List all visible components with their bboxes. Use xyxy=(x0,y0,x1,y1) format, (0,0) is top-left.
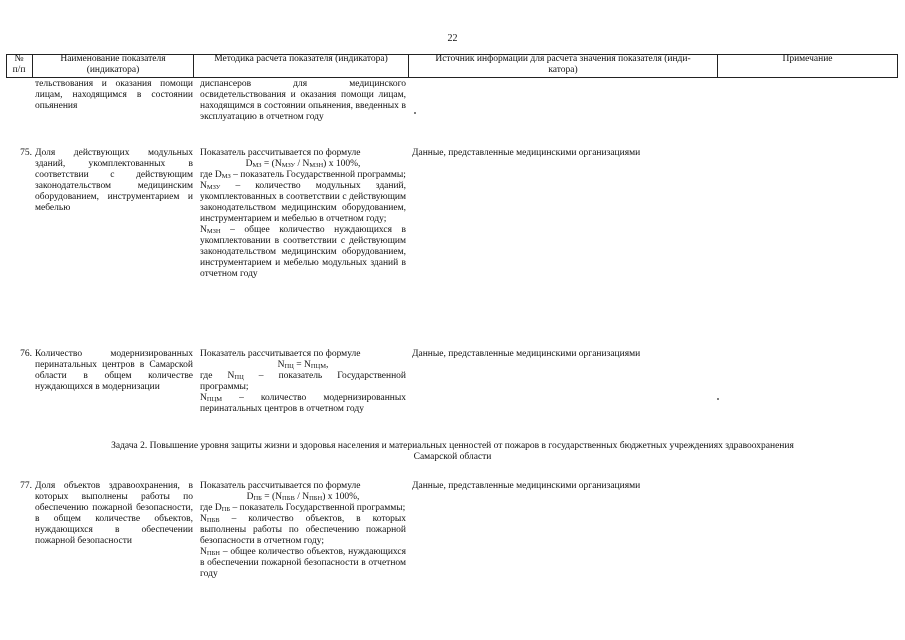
row-75-formula: $D_{МЗ} = (N_{МЗУ} / N_{МЗН})$ x 100%, xyxy=(245,159,361,169)
row-75-def-3: $N_{МЗН}$ – общее количество нуждающихся в укомплектовании в соответствии с действующим законодательством медицинским оборудованием, инструментарием и мебелью модульных зданий в отчетном году xyxy=(200,225,406,279)
continuation-name: тельствования и оказания помощи лицам, находящимся в состоянии опьянения xyxy=(35,79,193,111)
row-76-def-2: $N_{ПЦМ}$ – количество модернизированных перинатальных центров в отчетном году xyxy=(200,393,406,414)
page-number: 22 xyxy=(447,33,458,44)
task-2-heading: Задача 2. Повышение уровня защиты жизни и здоровья населения и материальных ценностей от пожаров в государственных бюджетных учреждениях здравоохранения Самарской области xyxy=(111,441,794,462)
header-bottom-rule xyxy=(6,77,898,78)
row-75-name: Доля действующих модульных зданий, укомплектованных в соответствии с действующим законодательством медицинским оборудованием, инструментарием и мебелью xyxy=(35,148,193,213)
row-75-number: 75. xyxy=(20,148,32,158)
row-76-number: 76. xyxy=(20,349,32,359)
row-77-formula: $D_{ПБ} = (N_{ПБВ} / N_{ПБН})$ x 100%, xyxy=(246,492,360,502)
row-77-source: Данные, представленные медицинскими организациями xyxy=(412,481,641,491)
scan-speck xyxy=(717,398,719,400)
row-76-source: Данные, представленные медицинскими организациями xyxy=(412,349,641,359)
row-75-def-1: где $D_{МЗ}$ – показатель Государственной программы; xyxy=(200,170,406,180)
row-77-def-3: $N_{ПБН}$ – общее количество объектов, нуждающихся в обеспечении пожарной безопасности в отчетном году xyxy=(200,547,406,579)
row-75-source: Данные, представленные медицинскими организациями xyxy=(412,148,641,158)
header-num: № п/п xyxy=(12,54,26,75)
scan-speck xyxy=(414,112,416,114)
row-77-name: Доля объектов здравоохранения, в которых выполнены работы по обеспечению пожарной безопасности, в общем количестве объектов, нуждающихся в обеспечении пожарной безопасности xyxy=(35,481,193,546)
row-77-def-1: где $D_{ПБ}$ – показатель Государственной программы; xyxy=(200,503,406,513)
continuation-method: диспансеров для медицинского освидетельствования и оказания помощи лицам, находящимся в состоянии опьянения, введенных в эксплуатацию в отчетном году xyxy=(200,79,406,122)
row-77-def-2: $N_{ПБВ}$ – количество объектов, в которых выполнены работы по обеспечению пожарной безопасности в отчетном году; xyxy=(200,514,406,546)
header-name: Наименование показателя (индикатора) xyxy=(60,54,166,75)
row-75-method: Показатель рассчитывается по формуле $D_{МЗ} = (N_{МЗУ} / N_{МЗН})$ x 100%, где $D_{МЗ}$ – показатель Государственной программы; $N_{МЗУ}$ – количество модульных зданий, укомплектованных в соответствии с действующим законодательством медицинским оборудованием, инструментарием и мебелью в отчетном году; $N_{МЗН}$ – общее количество нуждающихся в укомплектовании в соответствии с действующим законодательством медицинским оборудованием, инструментарием и мебелью модульных зданий в отчетном году xyxy=(200,148,406,279)
row-76-formula: $N_{ПЦ} = N_{ПЦМ}$, xyxy=(277,360,329,370)
row-77-method: Показатель рассчитывается по формуле $D_{ПБ} = (N_{ПБВ} / N_{ПБН})$ x 100%, где $D_{ПБ}$ – показатель Государственной программы; $N_{ПБВ}$ – количество объектов, в которых выполнены работы по обеспечению пожарной безопасности в отчетном году; $N_{ПБН}$ – общее количество объектов, нуждающихся в обеспечении пожарной безопасности в отчетном году xyxy=(200,481,406,579)
row-77-number: 77. xyxy=(20,481,32,491)
header-note: Примечание xyxy=(782,54,833,64)
table-header xyxy=(6,54,898,78)
row-76-method: Показатель рассчитывается по формуле $N_{ПЦ} = N_{ПЦМ}$, где $N_{ПЦ}$ – показатель Государственной программы; $N_{ПЦМ}$ – количество модернизированных перинатальных центров в отчетном году xyxy=(200,349,406,414)
row-75-def-2: $N_{МЗУ}$ – количество модульных зданий, укомплектованных в соответствии с действующим законодательством медицинским оборудованием, инструментарием и мебелью в отчетном году; xyxy=(200,181,406,224)
row-76-def-1: где $N_{ПЦ}$ – показатель Государственной программы; xyxy=(200,371,406,392)
row-76-name: Количество модернизированных перинатальных центров в Самарской области в общем количестве нуждающихся в модернизации xyxy=(35,349,193,392)
header-source: Источник информации для расчета значения показателя (инди- катора) xyxy=(435,54,691,75)
header-method: Методика расчета показателя (индикатора) xyxy=(214,54,388,64)
